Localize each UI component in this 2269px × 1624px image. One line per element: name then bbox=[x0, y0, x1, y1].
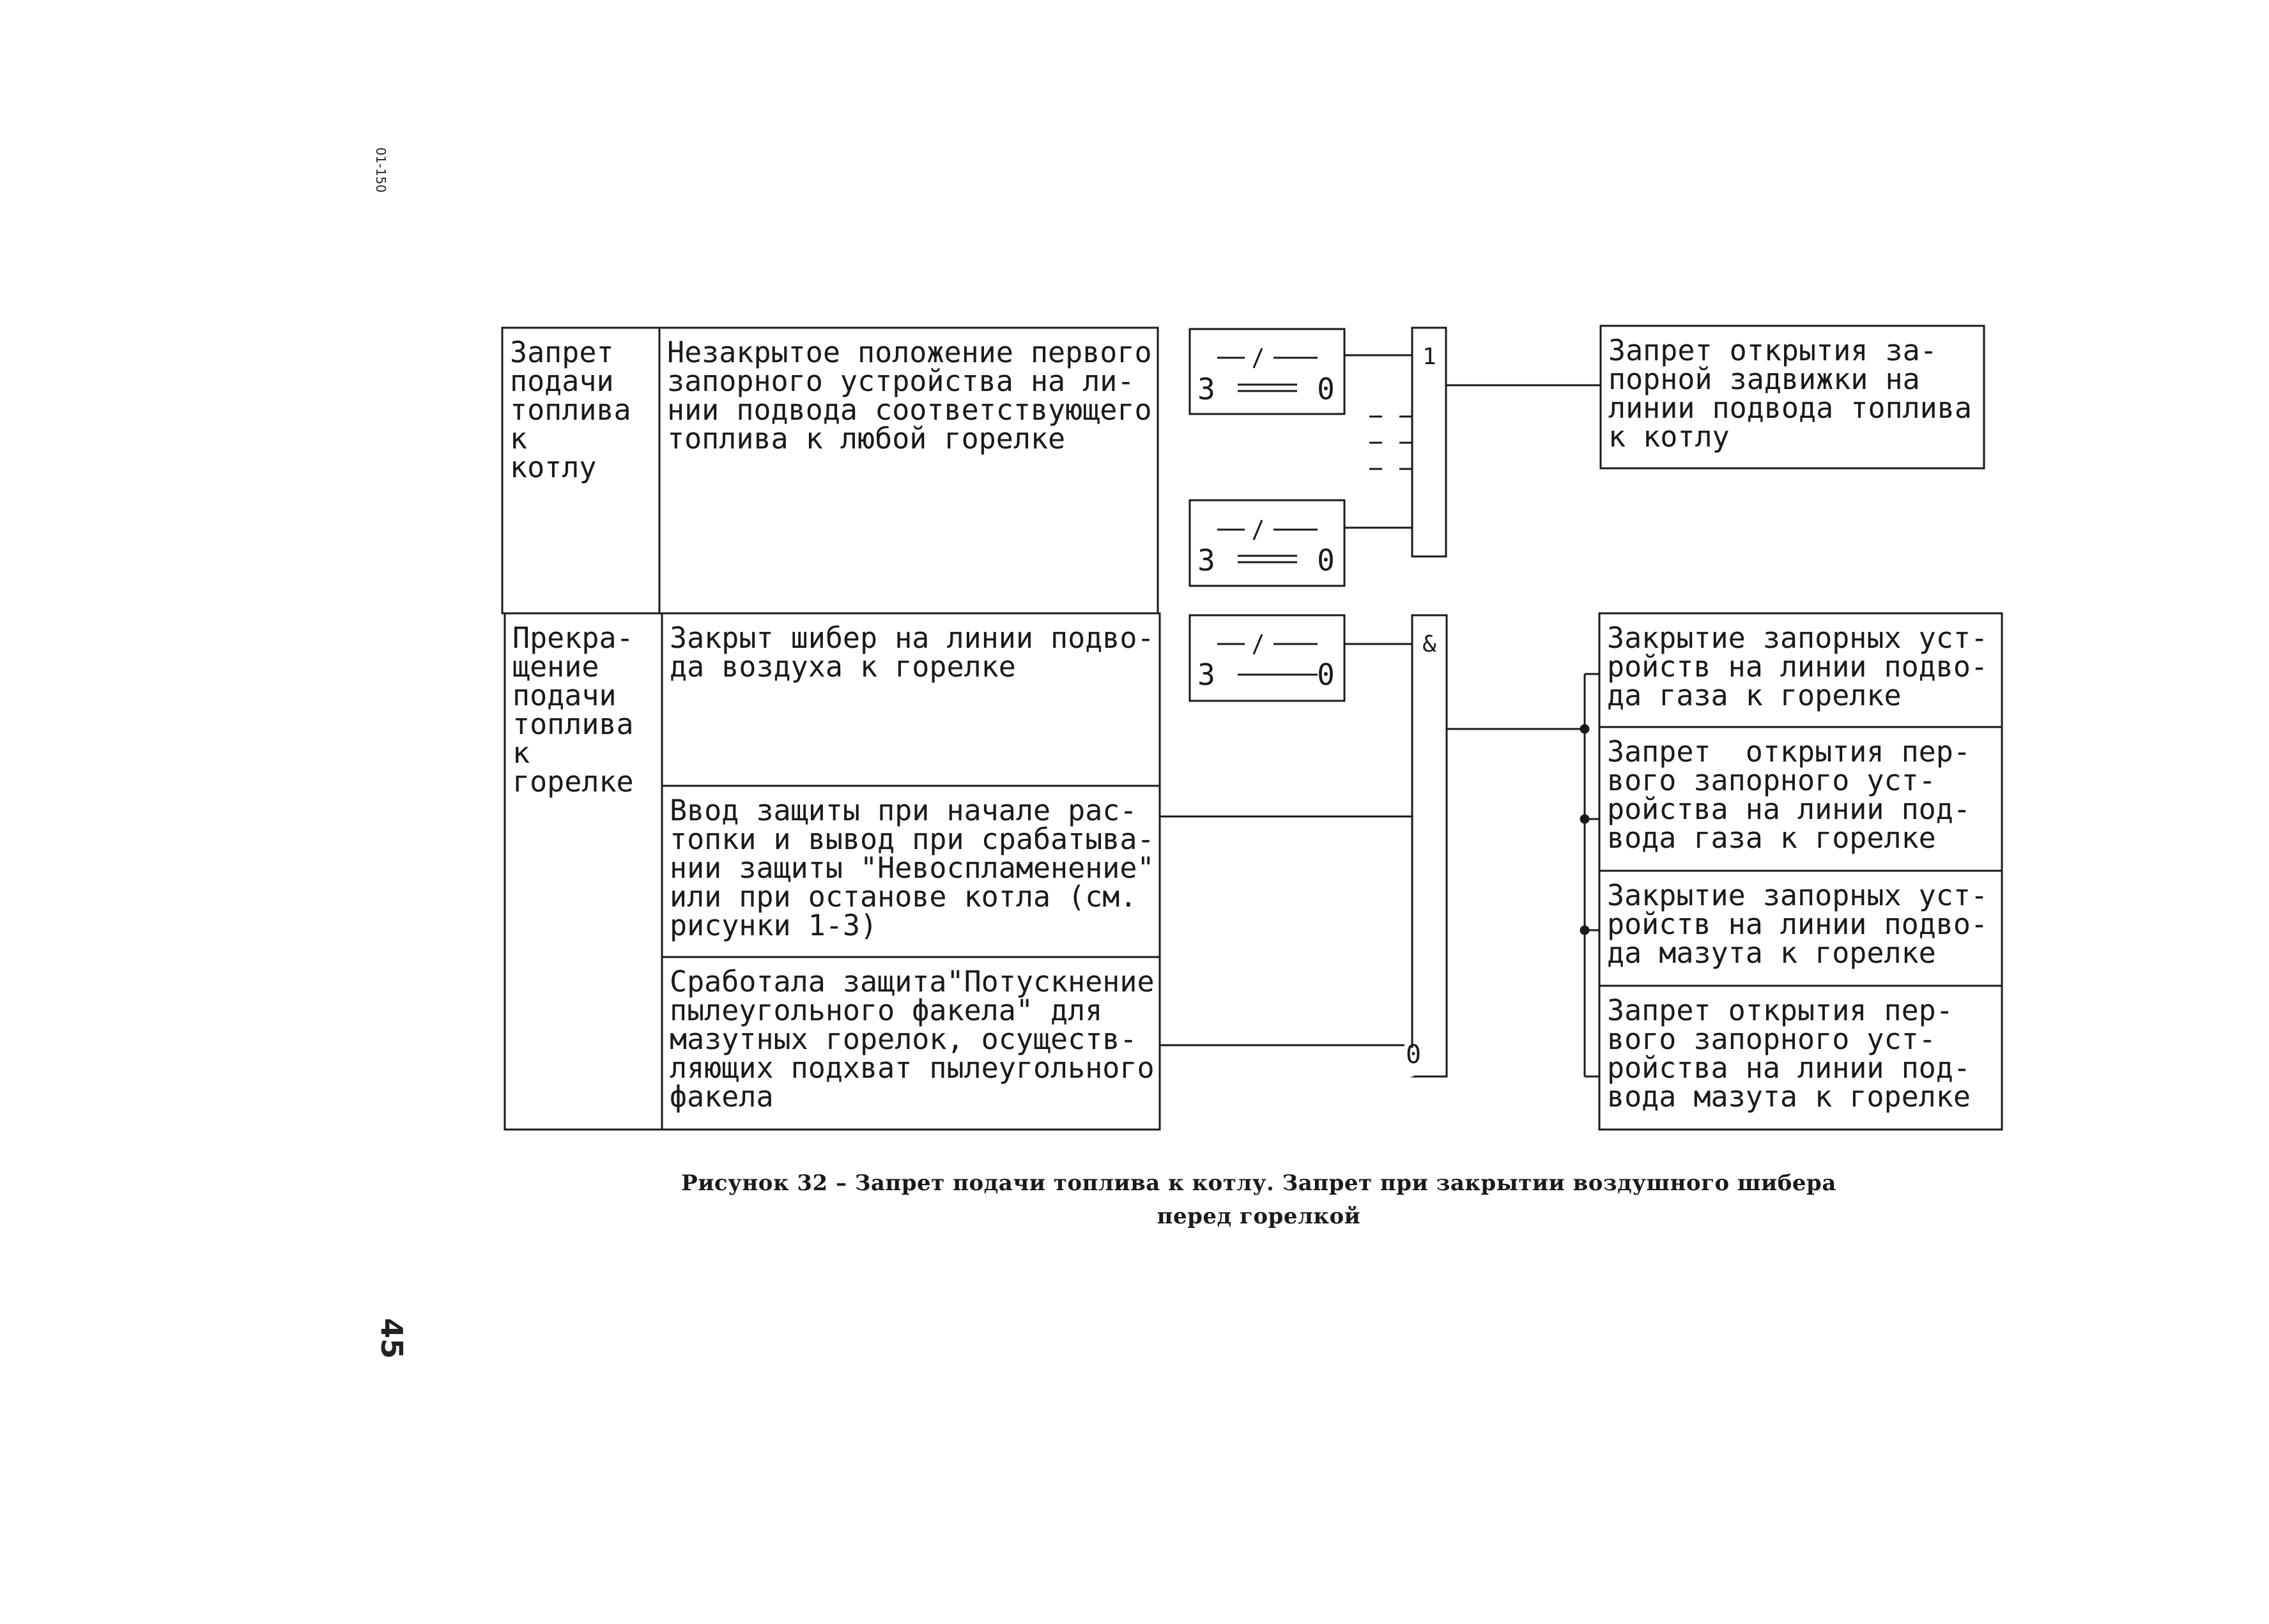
figure-caption-continued: перед горелкой bbox=[1157, 1204, 1361, 1229]
junction-dot bbox=[1581, 815, 1588, 823]
output-2: Закрытие запорных уст- ройств на линии подво- да газа к горелке bbox=[1607, 621, 1988, 712]
switch-right-label: 0 bbox=[1317, 657, 1335, 692]
side-code: 01-150 bbox=[373, 147, 388, 193]
group1-label: Запрет подачи топлива к котлу bbox=[510, 335, 631, 484]
switch-symbol bbox=[1190, 615, 1344, 701]
switch-symbol bbox=[1190, 500, 1344, 586]
figure-caption: Рисунок 32 – Запрет подачи топлива к котлу. Запрет при закрытии воздушного шибера bbox=[681, 1170, 1836, 1196]
group1-condition: Незакрытое положение первого запорного устройства на ли- нии подвода соответствующего топлива к любой горелке bbox=[667, 335, 1152, 456]
junction-dot bbox=[1581, 725, 1588, 733]
output-3: Запрет открытия пер- вого запорного уст- ройства на линии под- вода газа к горелке bbox=[1607, 735, 1971, 855]
switch-right-label: 0 bbox=[1317, 543, 1335, 578]
junction-dot bbox=[1581, 926, 1588, 934]
page-number: 45 bbox=[374, 1317, 409, 1359]
switch-left-label: 3 bbox=[1197, 657, 1215, 692]
switch-symbol bbox=[1190, 329, 1344, 414]
switch-left-label: 3 bbox=[1197, 372, 1215, 406]
switch-left-label: 3 bbox=[1197, 543, 1215, 578]
output-1: Запрет открытия за- порной задвижки на линии подвода топлива к котлу bbox=[1608, 333, 1972, 454]
group2-label: Прекра- щение подачи топлива к горелке bbox=[512, 621, 634, 799]
or-gate bbox=[1412, 328, 1446, 556]
group2-condition-1: Закрыт шибер на линии подво- да воздуха к горелке bbox=[670, 621, 1155, 684]
and-gate bbox=[1412, 615, 1447, 1076]
group2-condition-3: Сработала защита"Потускнение пылеугольного факела" для мазутных горелок, осуществ- ляющих подхват пылеугольного факела bbox=[670, 965, 1155, 1114]
output-5: Запрет открытия пер- вого запорного уст- ройства на линии под- вода мазута к горелке bbox=[1607, 993, 1971, 1114]
switch-right-label: 0 bbox=[1317, 372, 1335, 406]
or-gate-label: 1 bbox=[1422, 344, 1436, 370]
group2-condition-2: Ввод защиты при начале рас- топки и вывод при срабатыва- нии защиты "Невоспламенение" или при останове котла (см. рисунки 1-3) bbox=[670, 793, 1155, 942]
and-gate-label: & bbox=[1422, 631, 1436, 657]
inverted-input-marker: 0 bbox=[1405, 1040, 1422, 1069]
output-4: Закрытие запорных уст- ройств на линии подво- да мазута к горелке bbox=[1607, 878, 1988, 970]
